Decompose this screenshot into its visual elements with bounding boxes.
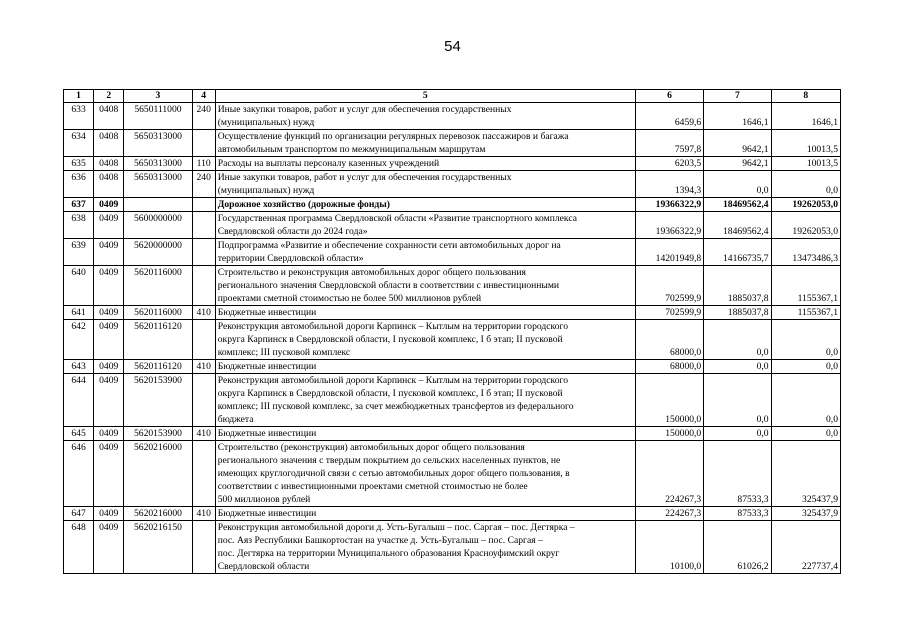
- expense-kind-cell: [192, 266, 215, 306]
- amount-col8-cell: 19262053,0: [771, 198, 840, 212]
- expense-kind-cell: [192, 521, 215, 574]
- expense-kind-cell: 410: [192, 360, 215, 374]
- expense-kind-cell: [192, 374, 215, 427]
- expense-kind-cell: [192, 320, 215, 360]
- amount-col6-cell: 1394,3: [635, 171, 703, 198]
- amount-col7-cell: 87533,3: [704, 507, 771, 521]
- amount-col7-cell: 0,0: [704, 374, 771, 427]
- amount-col8-cell: 325437,9: [771, 507, 840, 521]
- row-number-cell: 637: [64, 198, 94, 212]
- amount-col7-cell: 18469562,4: [704, 212, 771, 239]
- page-number: 54: [444, 38, 461, 55]
- section-code-cell: 0409: [94, 360, 124, 374]
- description-cell: Строительство (реконструкция) автомобильных дорог общего пользования регионального значения с твердым покрытием до сельских населенных пунктов, не имеющих круглогодичной связи с сетью автомобильных дорог общего пользования, в соответствии с инвестиционными проектами сметной стоимостью не более 500 миллионов рублей: [215, 441, 635, 507]
- expense-kind-cell: [192, 130, 215, 157]
- amount-col6-cell: 19366322,9: [635, 212, 703, 239]
- amount-col8-cell: 19262053,0: [771, 212, 840, 239]
- amount-col7-cell: 18469562,4: [704, 198, 771, 212]
- section-code-cell: 0409: [94, 441, 124, 507]
- description-cell: Иные закупки товаров, работ и услуг для обеспечения государственных (муниципальных) нужд: [215, 103, 635, 130]
- description-cell: Дорожное хозяйство (дорожные фонды): [215, 198, 635, 212]
- row-number-cell: 646: [64, 441, 94, 507]
- column-header: 4: [192, 90, 215, 103]
- amount-col6-cell: 6203,5: [635, 157, 703, 171]
- table-row: [64, 266, 841, 306]
- amount-col6-cell: 702599,9: [635, 306, 703, 320]
- expense-kind-cell: 410: [192, 427, 215, 441]
- row-number-cell: 639: [64, 239, 94, 266]
- target-code-cell: 5620116000: [124, 266, 192, 306]
- table-row: [64, 427, 841, 441]
- row-number-cell: 643: [64, 360, 94, 374]
- expense-kind-cell: [192, 239, 215, 266]
- amount-col6-cell: 224267,3: [635, 507, 703, 521]
- description-cell: Бюджетные инвестиции: [215, 427, 635, 441]
- column-header: 3: [124, 90, 192, 103]
- table-row: [64, 130, 841, 157]
- amount-col6-cell: 224267,3: [635, 441, 703, 507]
- table-row: [64, 198, 841, 212]
- amount-col8-cell: 0,0: [771, 171, 840, 198]
- amount-col7-cell: 0,0: [704, 360, 771, 374]
- target-code-cell: 5650111000: [124, 103, 192, 130]
- table-row: [64, 320, 841, 360]
- amount-col8-cell: 0,0: [771, 320, 840, 360]
- description-cell: Иные закупки товаров, работ и услуг для обеспечения государственных (муниципальных) нужд: [215, 171, 635, 198]
- row-number-cell: 644: [64, 374, 94, 427]
- amount-col6-cell: 68000,0: [635, 360, 703, 374]
- expense-kind-cell: 410: [192, 306, 215, 320]
- description-cell: Осуществление функций по организации регулярных перевозок пассажиров и багажа автомобильным транспортом по межмуниципальным маршрутам: [215, 130, 635, 157]
- amount-col8-cell: 0,0: [771, 427, 840, 441]
- section-code-cell: 0409: [94, 507, 124, 521]
- section-code-cell: 0409: [94, 374, 124, 427]
- amount-col6-cell: 7597,8: [635, 130, 703, 157]
- amount-col8-cell: 10013,5: [771, 157, 840, 171]
- amount-col8-cell: 0,0: [771, 360, 840, 374]
- row-number-cell: 633: [64, 103, 94, 130]
- row-number-cell: 645: [64, 427, 94, 441]
- table-row: [64, 306, 841, 320]
- description-cell: Расходы на выплаты персоналу казенных учреждений: [215, 157, 635, 171]
- description-cell: Подпрограмма «Развитие и обеспечение сохранности сети автомобильных дорог на территории Свердловской области»: [215, 239, 635, 266]
- row-number-cell: 635: [64, 157, 94, 171]
- target-code-cell: 5650313000: [124, 171, 192, 198]
- target-code-cell: 5620153900: [124, 374, 192, 427]
- description-cell: Строительство и реконструкция автомобильных дорог общего пользования регионального значения Свердловской области в соответствии с инвестиционными проектами сметной стоимостью не более 500 миллионов рублей: [215, 266, 635, 306]
- section-code-cell: 0409: [94, 239, 124, 266]
- section-code-cell: 0409: [94, 198, 124, 212]
- table-row: [64, 171, 841, 198]
- column-header: 1: [64, 90, 94, 103]
- target-code-cell: 5620116120: [124, 320, 192, 360]
- expense-kind-cell: 110: [192, 157, 215, 171]
- amount-col7-cell: 14166735,7: [704, 239, 771, 266]
- description-cell: Бюджетные инвестиции: [215, 360, 635, 374]
- amount-col8-cell: 1155367,1: [771, 306, 840, 320]
- amount-col7-cell: 9642,1: [704, 157, 771, 171]
- amount-col8-cell: 0,0: [771, 374, 840, 427]
- table-row: [64, 103, 841, 130]
- table-row: [64, 212, 841, 239]
- amount-col6-cell: 10100,0: [635, 521, 703, 574]
- table-row: [64, 521, 841, 574]
- description-cell: Реконструкция автомобильной дороги Карпинск – Кытлым на территории городского округа Карпинск в Свердловской области, I пусковой комплекс, I б этап; II пусковой комплекс; III пусковой комплекс: [215, 320, 635, 360]
- table-row: [64, 157, 841, 171]
- target-code-cell: 5620216000: [124, 507, 192, 521]
- row-number-cell: 647: [64, 507, 94, 521]
- description-cell: Реконструкция автомобильной дороги Карпинск – Кытлым на территории городского округа Карпинск в Свердловской области, I пусковой комплекс, I б этап; II пусковой комплекс; III пусковой комплекс, за счет межбюджетных трансфертов из федерального бюджета: [215, 374, 635, 427]
- description-cell: Бюджетные инвестиции: [215, 507, 635, 521]
- description-cell: Государственная программа Свердловской области «Развитие транспортного комплекса Свердловской области до 2024 года»: [215, 212, 635, 239]
- section-code-cell: 0409: [94, 427, 124, 441]
- table-row: [64, 360, 841, 374]
- amount-col7-cell: 61026,2: [704, 521, 771, 574]
- amount-col6-cell: 150000,0: [635, 374, 703, 427]
- target-code-cell: [124, 198, 192, 212]
- target-code-cell: 5650313000: [124, 130, 192, 157]
- amount-col6-cell: 19366322,9: [635, 198, 703, 212]
- row-number-cell: 648: [64, 521, 94, 574]
- section-code-cell: 0409: [94, 212, 124, 239]
- table-row: [64, 441, 841, 507]
- amount-col7-cell: 87533,3: [704, 441, 771, 507]
- expense-kind-cell: 240: [192, 171, 215, 198]
- amount-col7-cell: 1646,1: [704, 103, 771, 130]
- amount-col6-cell: 702599,9: [635, 266, 703, 306]
- description-cell: Реконструкция автомобильной дороги д. Усть-Бугалыш – пос. Саргая – пос. Дегтярка – пос. Аяз Республики Башкортостан на участке д. Усть-Бугалыш – пос. Саргая – пос. Дегтярка на территории Муниципального образования Красноуфимский округ Свердловской области: [215, 521, 635, 574]
- column-header: 7: [704, 90, 771, 103]
- table-row: [64, 507, 841, 521]
- expense-kind-cell: [192, 212, 215, 239]
- target-code-cell: 5600000000: [124, 212, 192, 239]
- amount-col7-cell: 0,0: [704, 171, 771, 198]
- row-number-cell: 636: [64, 171, 94, 198]
- amount-col6-cell: 6459,6: [635, 103, 703, 130]
- target-code-cell: 5620153900: [124, 427, 192, 441]
- amount-col8-cell: 227737,4: [771, 521, 840, 574]
- header-row: [64, 90, 841, 103]
- amount-col8-cell: 1155367,1: [771, 266, 840, 306]
- section-code-cell: 0409: [94, 320, 124, 360]
- amount-col8-cell: 10013,5: [771, 130, 840, 157]
- expense-kind-cell: [192, 441, 215, 507]
- table-row: [64, 374, 841, 427]
- amount-col8-cell: 1646,1: [771, 103, 840, 130]
- amount-col7-cell: 9642,1: [704, 130, 771, 157]
- section-code-cell: 0408: [94, 157, 124, 171]
- amount-col8-cell: 13473486,3: [771, 239, 840, 266]
- row-number-cell: 638: [64, 212, 94, 239]
- amount-col6-cell: 68000,0: [635, 320, 703, 360]
- row-number-cell: 640: [64, 266, 94, 306]
- column-header: 5: [215, 90, 635, 103]
- budget-table: [63, 89, 841, 574]
- amount-col7-cell: 0,0: [704, 320, 771, 360]
- target-code-cell: 5620000000: [124, 239, 192, 266]
- target-code-cell: 5650313000: [124, 157, 192, 171]
- target-code-cell: 5620216150: [124, 521, 192, 574]
- column-header: 2: [94, 90, 124, 103]
- amount-col7-cell: 1885037,8: [704, 266, 771, 306]
- amount-col6-cell: 14201949,8: [635, 239, 703, 266]
- section-code-cell: 0409: [94, 306, 124, 320]
- expense-kind-cell: 240: [192, 103, 215, 130]
- section-code-cell: 0409: [94, 521, 124, 574]
- section-code-cell: 0408: [94, 103, 124, 130]
- section-code-cell: 0409: [94, 266, 124, 306]
- table-row: [64, 239, 841, 266]
- target-code-cell: 5620116000: [124, 306, 192, 320]
- row-number-cell: 641: [64, 306, 94, 320]
- amount-col8-cell: 325437,9: [771, 441, 840, 507]
- row-number-cell: 634: [64, 130, 94, 157]
- column-header: 8: [771, 90, 840, 103]
- column-header: 6: [635, 90, 703, 103]
- amount-col7-cell: 0,0: [704, 427, 771, 441]
- amount-col7-cell: 1885037,8: [704, 306, 771, 320]
- section-code-cell: 0408: [94, 171, 124, 198]
- row-number-cell: 642: [64, 320, 94, 360]
- target-code-cell: 5620216000: [124, 441, 192, 507]
- amount-col6-cell: 150000,0: [635, 427, 703, 441]
- section-code-cell: 0408: [94, 130, 124, 157]
- expense-kind-cell: 410: [192, 507, 215, 521]
- description-cell: Бюджетные инвестиции: [215, 306, 635, 320]
- expense-kind-cell: [192, 198, 215, 212]
- target-code-cell: 5620116120: [124, 360, 192, 374]
